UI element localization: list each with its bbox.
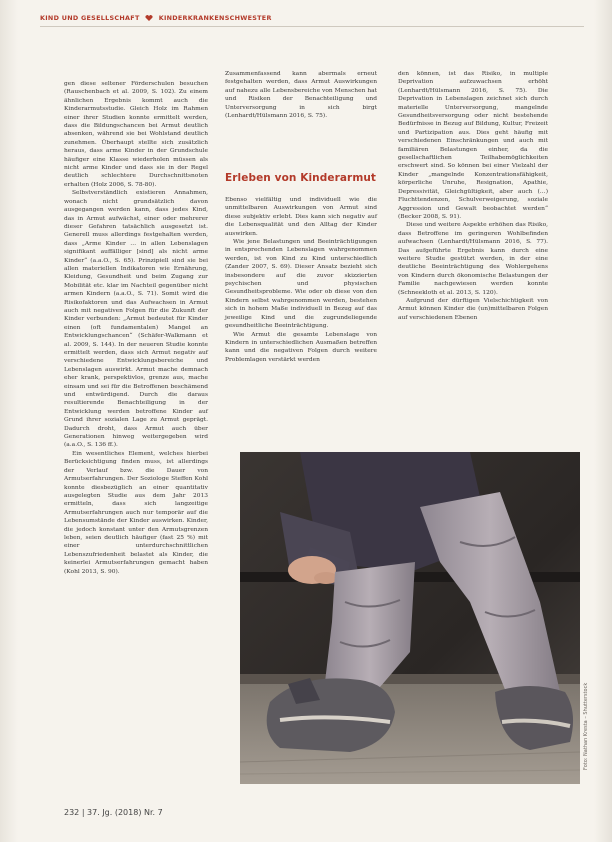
column1-paragraph: gen diese seltener Förderschulen besuchen (Rauschenbach et al. 2009, S. 102). Zu einem ähnlichen Ergebnis kommt auch die Kinderarmutsstudie. Gleich Holz im Rahmen einer ihrer Studien konnte ermittelt werden, dass die Bildungschancen bei Armut deutlich absenken, während sie bei Wohlstand deutlich zunehmen. Überhaupt stellte sich zusätzlich heraus, dass arme Kinder in der Grundschule häufiger eine Klasse wiederholen müssen als nicht arme Kinder und dass sie in der Regel deutlich schlechtere Durchschnittsnoten erhalten (Holz 2006, S. 78-80). — [64, 81, 208, 188]
photo-credit — [583, 760, 589, 770]
column3-paragraph: den können, ist das Risiko, in multiple Deprivation aufzuwachsen erhöht (Lenhardt/Hülsmann 2016, S. 75). Die Deprivation in Lebenslagen zeichnet sich durch materielle Unterversorgung, mangelnde Gesundheitsversorgung oder nicht bestehende Bedürfnisse in Bezug auf Bildung, Kultur, Freizeit und Partizipation aus. Dies geht häufig mit verschiedenen Einschränkungen und auch mit familiären Belastungen einher, da die gesellschaftlichen Teilhabemöglichkeiten erschwert sind. So können bei einer Vielzahl der Kinder „mangelnde Konzentrationsfähigkeit, körperliche Unruhe, Resignation, Apathie, Depressivität, Gleichgültigkeit, aber auch (…) Fluchttendenzen, Schulverweigerung, soziale Aggression und Gewalt beobachtet werden“ (Becker 2008, S. 91). — [398, 71, 548, 220]
text-column-2-intro — [225, 70, 377, 120]
column1-paragraph: Ein wesentliches Element, welches hierbei Berücksichtigung finden muss, ist allerdings der Verlauf bzw. die Dauer von Armutserfahrungen. Der Soziologe Steffen Kohl konnte diesbezüglich an einer quantitativ ausgelegten Studie aus dem Jahr 2013 ermitteln, dass sich langzeitige Armutserfahrungen auch nur temporär auf die Lebensumstände der Kinder auswirken. Kinder, die jedoch konstant unter den Armutsgrenzen leben, seien deutlich häufiger (fast 25 %) mit einer unterdurchschnittlichen Lebenszufriedenheit belastet als Kinder, die keinerlei Armutserfahrungen gemacht haben (Kohl 2013, S. 90). — [64, 450, 208, 575]
text-column-1 — [64, 80, 208, 576]
column1-paragraph: Selbstverständlich existieren Annahmen, wonach nicht grundsätzlich davon ausgegangen werden kann, dass jedes Kind, das in Armut aufwächst, einer oder mehrerer dieser Gefahren tatsächlich ausgesetzt ist. Generell muss allerdings festgehalten werden, dass „Arme Kinder … in allen Lebenslagen signifikant auffälliger [sind] als nicht arme Kinder“ (a.a.O., S. 65). Prinzipiell sind sie bei allen materiellen Indikatoren wie Ernährung, Kleidung, Gesundheit und beim Zugang zur Mobilität etc. klar im Nachteil gegenüber nicht armen Kindern (a.a.O., S. 71). Somit wird die Risikofaktoren und das Aufwachsen in Armut auch mit negativen Folgen für die Zukunft der Kinder verbunden: „Armut bedeutet für Kinder einen (oft fundamentalen) Mangel an Entwicklungschancen“ (Schäfer-Walkmann et al. 2009, S. 144). In der neueren Studie konnte ermittelt werden, dass sich Armut negativ auf verschiedene Entwicklungsbereiche und Lebenslagen auswirkt. Armut mache demnach eher krank, perspektivlos, grenze aus, mache einsam und sei für die Betroffenen beschämend und entwürdigend. Durch die daraus resultierende Benachteiligung in der Entwicklung werden betroffene Kinder auf Grund ihrer sozialen Lage zu Armut geprägt. Dadurch droht, dass Armut auch über Generationen hinweg weitergegeben wird (a.a.O., S. 136 ff.). — [64, 190, 208, 449]
heart-icon — [145, 15, 153, 21]
column3-paragraph: Aufgrund der dürftigen Vielschichtigkeit von Armut können Kinder die (un)mittelbaren Folgen auf verschiedenen Ebenen — [398, 297, 548, 321]
column2-paragraph: Wie Armut die gesamte Lebenslage von Kindern in unterschiedlichen Ausmaßen betreffen kann und die negativen Folgen durch weitere Problemlagen verstärkt werden — [225, 331, 377, 363]
column2-paragraph: Wie jene Belastungen und Beeinträchtigungen in entsprechenden Lebenslagen wahrgenommen werden, ist von Kind zu Kind unterschiedlich (Zander 2007, S. 69). Dieser Ansatz bezieht sich insbesondere auf die zuvor skizzierten psychischen und physischen Gesundheitsprobleme. Wie oder ob diese von den Kindern selbst wahrgenommen werden, bestehen sich in hohem Maße individuell in Bezug auf das jeweilige Kind und die zugrundeliegende gesundheitliche Beeinträchtigung. — [225, 239, 377, 330]
header-section-label: KIND UND GESELLSCHAFT — [40, 14, 140, 22]
child-sitting-photo — [240, 452, 580, 784]
column2-intro-paragraph: Zusammenfassend kann abermals erneut festgehalten werden, dass Armut Auswirkungen auf nahezu alle Lebensbereiche von Menschen hat und Risiken der Benachteiligung und Unterversorgung in sich birgt (Lenhardt/Hülsmann 2016, S. 75). — [225, 71, 377, 120]
header-magazine-label: KINDERKRANKENSCHWESTER — [158, 14, 272, 22]
column2-paragraph: Ebenso vielfältig und individuell wie die unmittelbaren Auswirkungen von Armut sind diese subjektiv erlebt. Dies kann sich negativ auf die Lebensqualität und den Alltag der Kinder auswirken. — [225, 197, 377, 237]
page-folio: 232 | 37. Jg. (2018) Nr. 7 — [64, 808, 163, 817]
header-divider — [40, 26, 584, 27]
column3-paragraph: Diese und weitere Aspekte erhöhen das Risiko, dass Betroffene im geringeren Wohlbefinden aufwachsen (Lenhardt/Hülsmann 2016, S. 77). Das aufgeführte Ergebnis kann durch eine weitere Studie gestützt werden, in der eine deutliche Beeinträchtigung des Wohlergehens von Kindern durch ökonomische Belastungen der Familie nachgewiesen werden konnte (Schneekloth et al. 2013, S. 120). — [398, 222, 548, 296]
section-heading: Erleben von Kinderarmut — [225, 172, 377, 184]
text-column-3 — [398, 70, 548, 322]
text-column-2 — [225, 196, 377, 364]
